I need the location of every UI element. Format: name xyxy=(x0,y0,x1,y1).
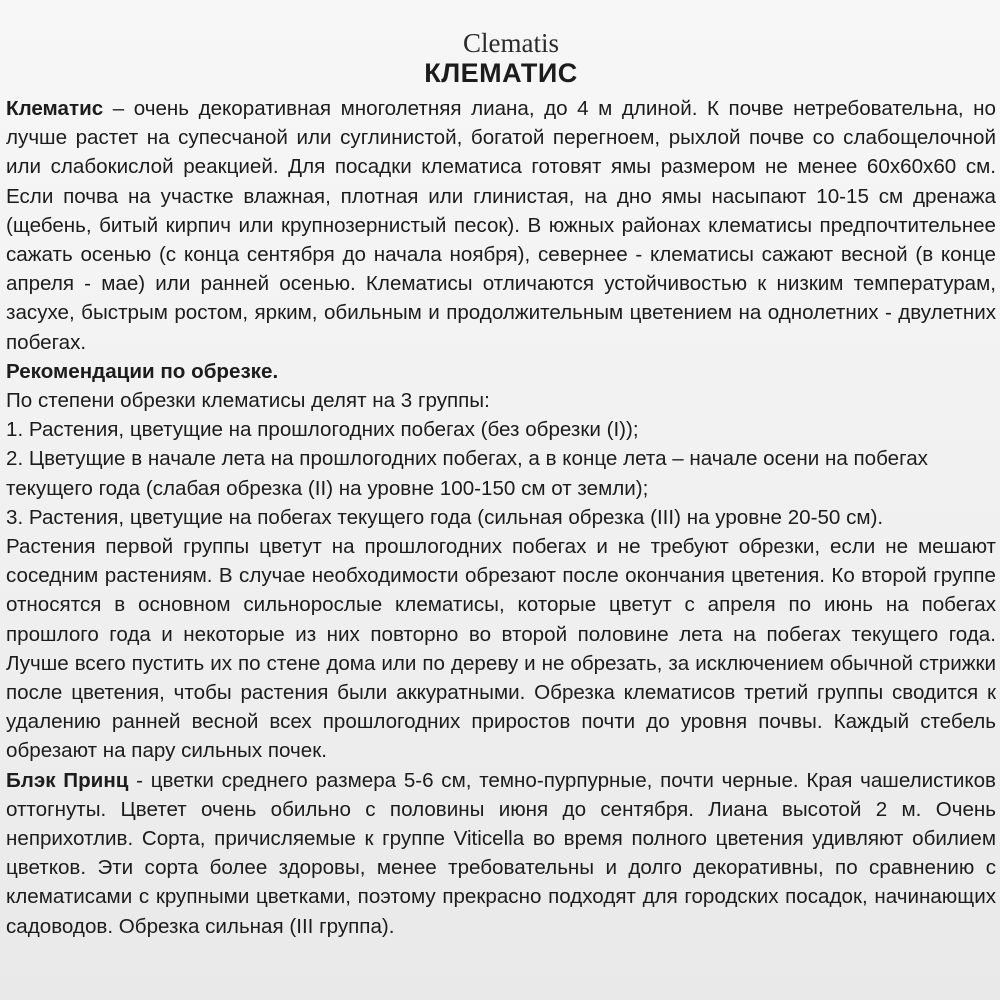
intro-body: – очень декоративная многолетняя лиана, до 4 м длиной. К почве нетребовательна, но лучше растет на супесчаной или суглинистой, богатой перегноем, рыхлой почве со слабощелочной или слабокислой реакцией. Для посадки клематиса готовят ямы размером не менее 60х60х60 см. Если почва на участке влажная, плотная или глинистая, на дно ямы насыпают 10-15 см дренажа (щебень, битый кирпич или крупнозернистый песок). В южных районах клематисы предпочтительнее сажать осенью (с конца сентября до начала ноября), севернее - клематисы сажают весной (в конце апреля - мае) или ранней осенью. Клематисы отличаются устойчивостью к низким температурам, засухе, быстрым ростом, ярким, обильным и продолжительным цветением на однолетних - двулетних побегах. xyxy=(6,97,996,354)
pruning-group-1: 1. Растения, цветущие на прошлогодних побегах (без обрезки (I)); xyxy=(6,418,639,442)
pruning-lead: По степени обрезки клематисы делят на 3 группы: xyxy=(6,389,490,413)
variety-description: - цветки среднего размера 5-6 см, темно-пурпурные, почти черные. Края чашелистиков оттогнуты. Цветет очень обильно с половины июня до сентября. Лиана высотой 2 м. Очень неприхотлив. Сорта, причисляемые к группе Viticella во время полного цветения удивляют обилием цветков. Эти сорта более здоровы, менее требовательны и долго декоративны, по сравнению с клематисами с крупными цветками, поэтому прекрасно подходят для городских посадок, начинающих садоводов. Обрезка сильная (III группа). xyxy=(6,768,996,938)
pruning-heading: Рекомендации по обрезке. xyxy=(6,359,279,383)
pruning-group-3: 3. Растения, цветущие на побегах текущего года (сильная обрезка (III) на уровне 20-50 см). xyxy=(6,505,884,529)
pruning-details: Растения первой группы цветут на прошлогодних побегах и не требуют обрезки, если не мешают соседним растениям. В случае необходимости обрезают после окончания цветения. Ко второй группе относятся в основном сильнорослые клематисы, которые цветут с апреля по июнь на побегах прошлого года и некоторые из них повторно во второй половине лета на побегах текущего года. Лучше всего пустить их по стене дома или по дереву и не обрезать, за исключением обычной стрижки после цветения, чтобы растения были аккуратными. Обрезка клематисов третий группы сводится к удалению ранней весной всех прошлогодних приростов почти до уровня почвы. Каждый стебель обрезают на пару сильных почек. xyxy=(6,535,996,763)
intro-term: Клематис xyxy=(6,97,104,120)
latin-name: Clematis xyxy=(463,28,559,58)
variety-paragraph xyxy=(6,766,996,941)
pruning-group-2: 2. Цветущие в начале лета на прошлогодних побегах, а в конце лета – начале осени на побегах текущего года (слабая обрезка (II) на уровне 100-150 см от земли); xyxy=(6,447,928,500)
intro-paragraph xyxy=(6,94,996,357)
variety-name: Блэк Принц xyxy=(6,768,129,792)
page-title: КЛЕМАТИС xyxy=(424,58,578,88)
